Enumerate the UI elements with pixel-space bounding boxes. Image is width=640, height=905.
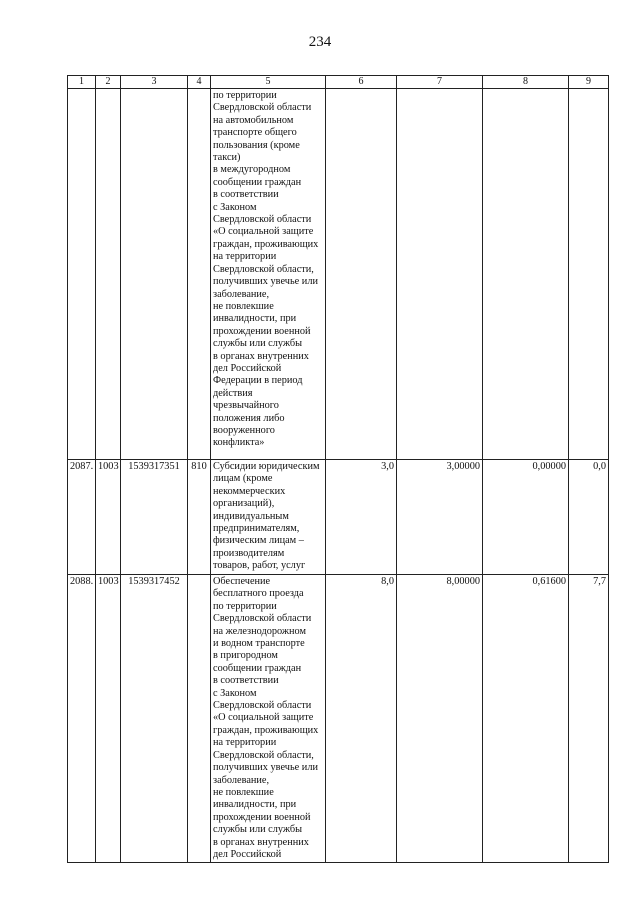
header-row xyxy=(68,76,609,89)
target-code-cell: 1539317351 xyxy=(121,460,188,575)
amount-cell: 0,00000 xyxy=(483,460,569,575)
row-number-cell: 2087. xyxy=(68,460,96,575)
page-number: 234 xyxy=(308,34,332,50)
amount-cell xyxy=(569,89,609,460)
expense-type-cell: 810 xyxy=(188,460,211,575)
expense-type-cell xyxy=(188,89,211,460)
amount-cell: 0,0 xyxy=(569,460,609,575)
column-header-3: 3 xyxy=(121,76,188,89)
description-cell: Субсидии юридическим лицам (кроме некоммерческих организаций), индивидуальным предпринимателям, физическим лицам – производителям товаров, работ, услуг xyxy=(211,460,326,575)
column-header-1: 1 xyxy=(68,76,96,89)
column-header-5: 5 xyxy=(211,76,326,89)
row-number-cell xyxy=(68,89,96,460)
column-header-2: 2 xyxy=(96,76,121,89)
amount-cell: 7,7 xyxy=(569,575,609,863)
table-row xyxy=(68,575,609,863)
section-code-cell: 1003 xyxy=(96,460,121,575)
amount-cell: 3,0 xyxy=(326,460,397,575)
column-header-9: 9 xyxy=(569,76,609,89)
amount-cell xyxy=(326,89,397,460)
amount-cell xyxy=(483,89,569,460)
amount-cell: 3,00000 xyxy=(397,460,483,575)
column-header-6: 6 xyxy=(326,76,397,89)
amount-cell: 8,0 xyxy=(326,575,397,863)
description-cell: по территории Свердловской области на автомобильном транспорте общего пользования (кроме такси) в междугородном сообщении граждан в соответствии с Законом Свердловской области «О социальной защите граждан, проживающих на территории Свердловской области, получивших увечье или заболевание, не повлекшие инвалидности, при прохождении военной службы или службы в органах внутренних дел Российской Федерации в период действия чрезвычайного положения либо вооруженного конфликта» xyxy=(211,89,326,460)
amount-cell: 8,00000 xyxy=(397,575,483,863)
table-row xyxy=(68,89,609,460)
description-cell: Обеспечение бесплатного проезда по территории Свердловской области на железнодорожном и водном транспорте в пригородном сообщении граждан в соответствии с Законом Свердловской области «О социальной защите граждан, проживающих на территории Свердловской области, получивших увечье или заболевание, не повлекшие инвалидности, при прохождении военной службы или службы в органах внутренних дел Российской xyxy=(211,575,326,863)
section-code-cell: 1003 xyxy=(96,575,121,863)
row-number-cell: 2088. xyxy=(68,575,96,863)
amount-cell xyxy=(397,89,483,460)
column-header-7: 7 xyxy=(397,76,483,89)
column-header-8: 8 xyxy=(483,76,569,89)
amount-cell: 0,61600 xyxy=(483,575,569,863)
section-code-cell xyxy=(96,89,121,460)
expense-type-cell xyxy=(188,575,211,863)
column-header-4: 4 xyxy=(188,76,211,89)
budget-table xyxy=(67,75,609,863)
table-row xyxy=(68,460,609,575)
target-code-cell xyxy=(121,89,188,460)
target-code-cell: 1539317452 xyxy=(121,575,188,863)
